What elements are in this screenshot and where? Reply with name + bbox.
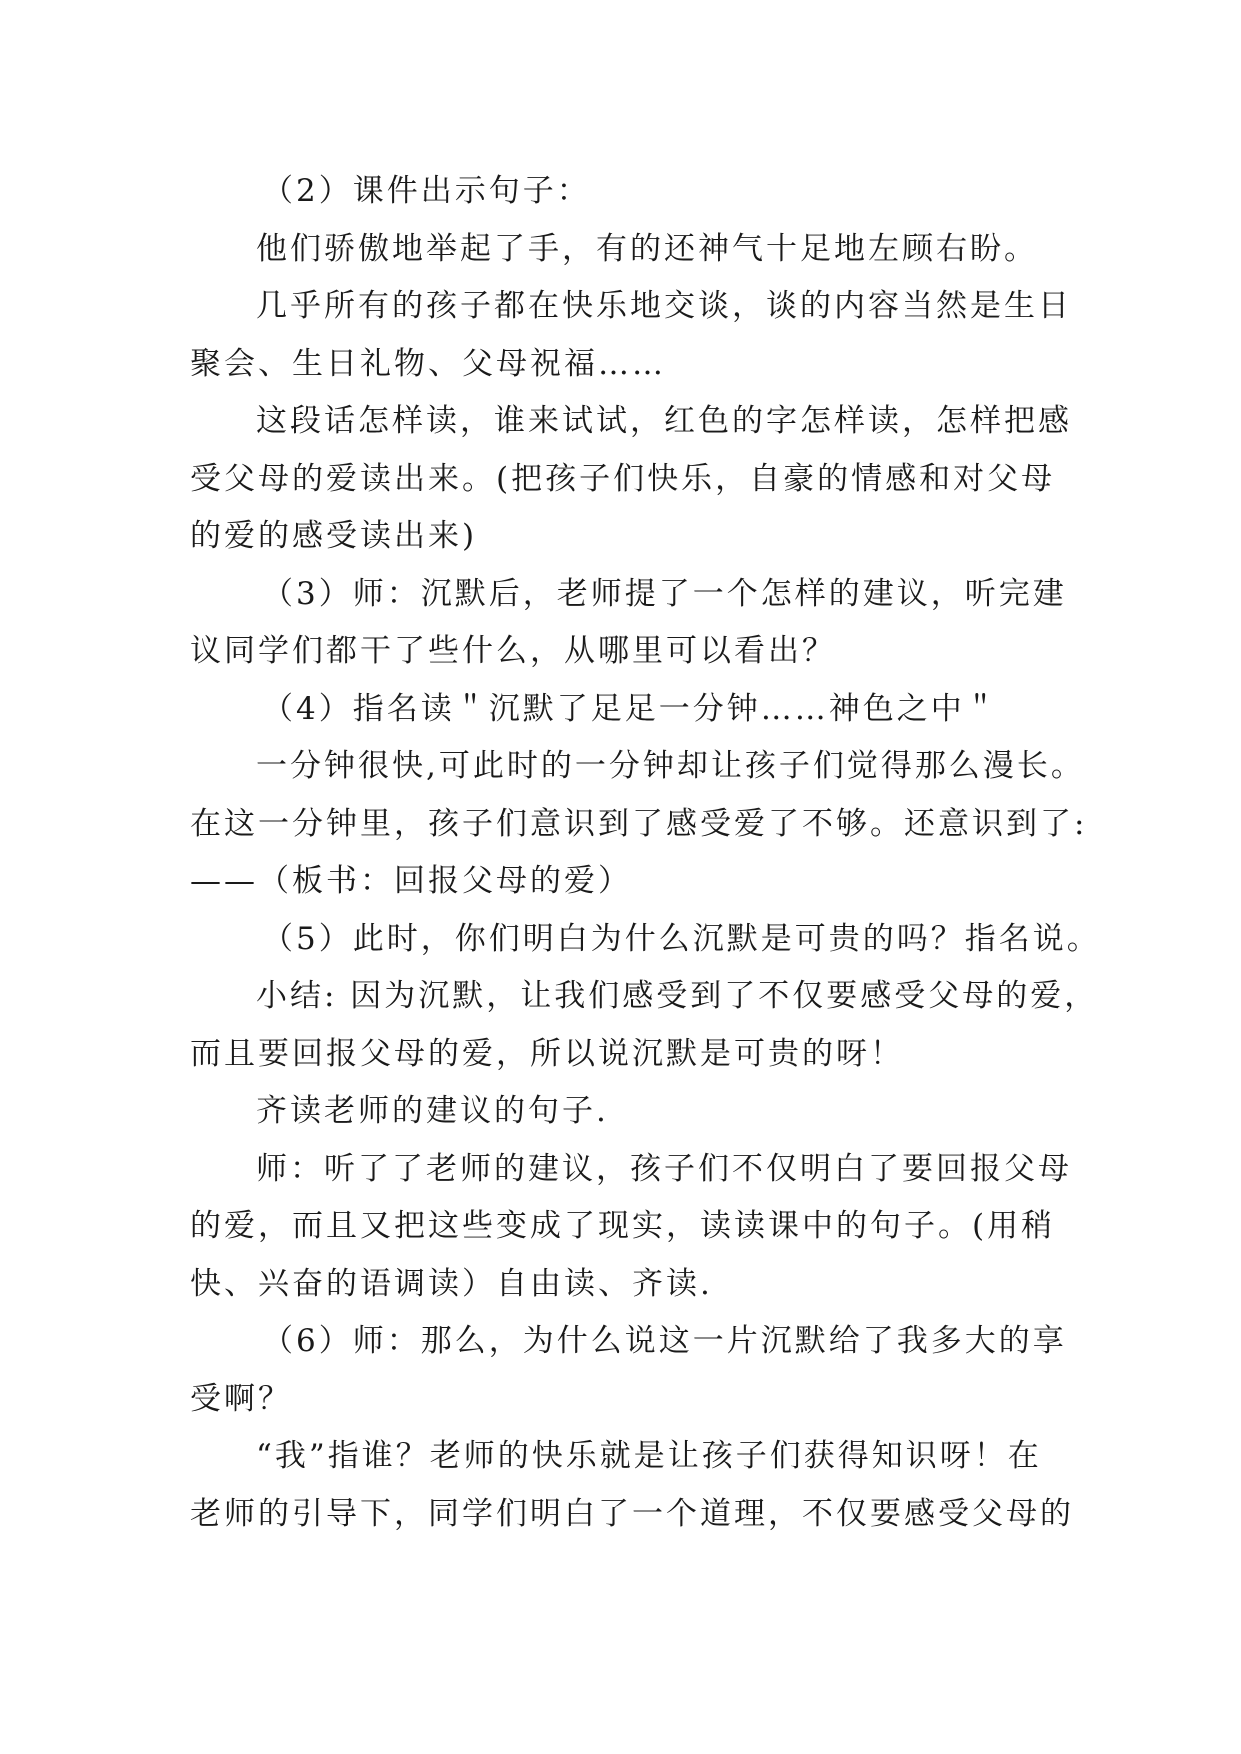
text-line: 师：听了了老师的建议，孩子们不仅明白了要回报父母 bbox=[256, 1150, 1072, 1187]
text-line: 而且要回报父母的爱，所以说沉默是可贵的呀！ bbox=[190, 1035, 904, 1072]
text-line: 受啊？ bbox=[190, 1380, 292, 1417]
text-line: 在这一分钟里，孩子们意识到了感受爱了不够。还意识到了: bbox=[190, 805, 1088, 842]
text-line: 老师的引导下，同学们明白了一个道理，不仅要感受父母的 bbox=[190, 1495, 1074, 1532]
text-line: “我”指谁？老师的快乐就是让孩子们获得知识呀！在 bbox=[256, 1438, 1042, 1474]
text-line: 聚会、生日礼物、父母祝福…… bbox=[190, 345, 666, 382]
text-line: （5）此时，你们明白为什么沉默是可贵的吗？指名说。 bbox=[262, 920, 1101, 957]
text-line: 受父母的爱读出来。(把孩子们快乐，自豪的情感和对父母 bbox=[190, 460, 1056, 497]
text-line: 小结: 因为沉默，让我们感受到了不仅要感受父母的爱， bbox=[256, 978, 1099, 1014]
text-line: 这段话怎样读，谁来试试，红色的字怎样读，怎样把感 bbox=[256, 403, 1072, 439]
text-line: 快、兴奋的语调读）自由读、齐读. bbox=[190, 1265, 713, 1302]
text-line: 的爱，而且又把这些变成了现实，读读课中的句子。(用稍 bbox=[190, 1208, 1056, 1244]
document-page bbox=[190, 163, 1101, 1543]
text-line: （3）师：沉默后，老师提了一个怎样的建议，听完建 bbox=[262, 575, 1067, 612]
text-line: 几乎所有的孩子都在快乐地交谈，谈的内容当然是生日 bbox=[256, 288, 1072, 324]
text-line: 一分钟很快,可此时的一分钟却让孩子们觉得那么漫长。 bbox=[256, 748, 1085, 784]
text-line: 齐读老师的建议的句子. bbox=[256, 1093, 609, 1129]
text-line: （4）指名读＂沉默了足足一分钟……神色之中＂ bbox=[262, 690, 999, 727]
text-line: ——（板书：回报父母的爱） bbox=[190, 863, 632, 899]
text-line: 的爱的感受读出来) bbox=[190, 518, 478, 554]
text-line: （2）课件出示句子： bbox=[262, 173, 591, 209]
text-line: 他们骄傲地举起了手，有的还神气十足地左顾右盼。 bbox=[256, 230, 1038, 267]
text-line: 议同学们都干了些什么，从哪里可以看出？ bbox=[190, 633, 836, 669]
text-line: （6）师：那么，为什么说这一片沉默给了我多大的享 bbox=[262, 1323, 1067, 1359]
